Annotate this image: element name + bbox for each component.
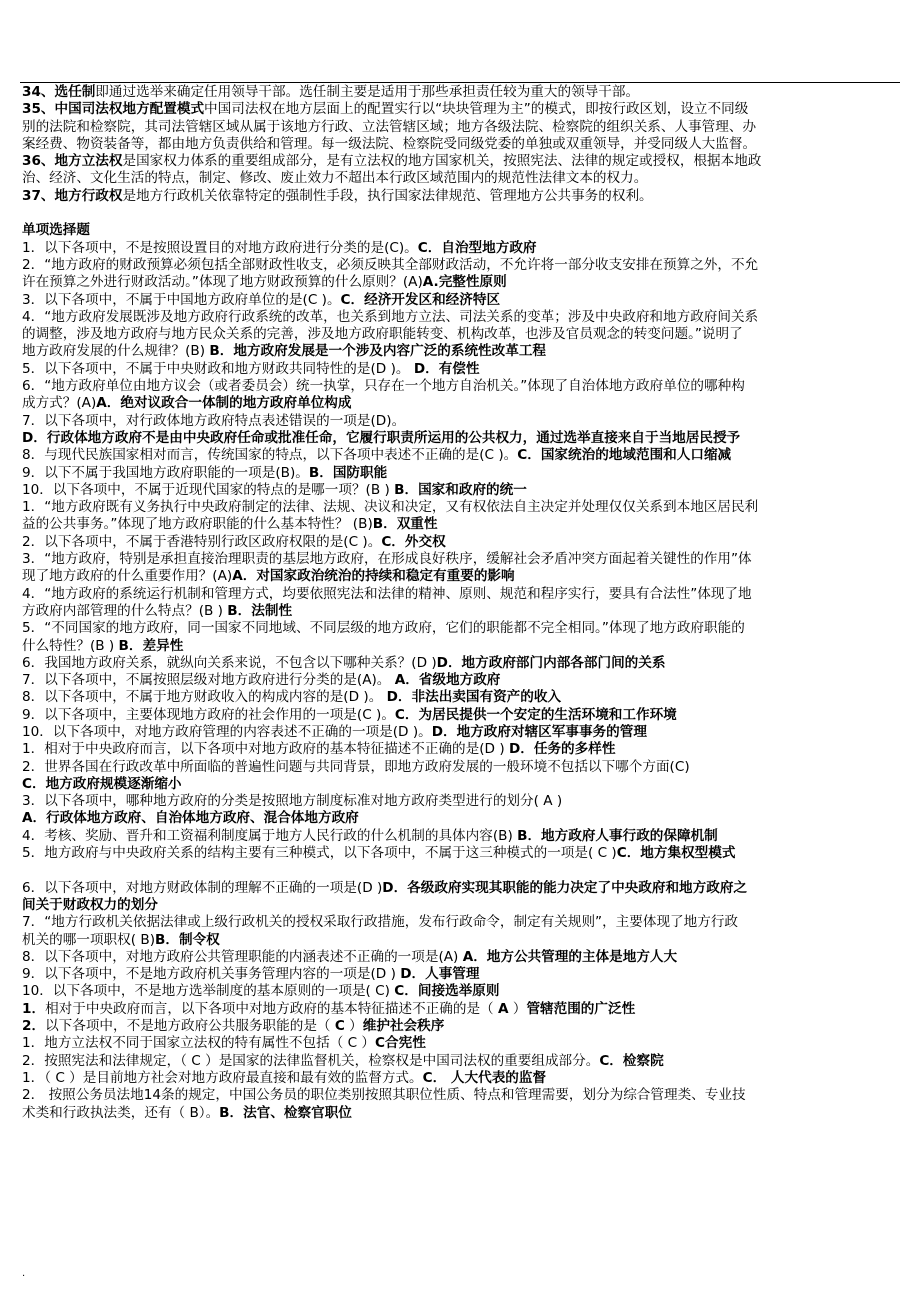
question-text: 8．以下各项中，不属于地方财政收入的构成内容的是(D )。 xyxy=(22,689,387,706)
question-line xyxy=(22,534,902,551)
answer-text: C．自治型地方政府 xyxy=(417,239,537,256)
question-text: 6．我国地方政府关系，就纵向关系来说，不包含以下哪种关系？(D ) xyxy=(22,654,437,671)
question-line xyxy=(22,430,902,447)
question-line xyxy=(22,309,902,326)
question-text: 6．以下各项中，对地方财政体制的理解不正确的一项是(D ) xyxy=(22,879,383,896)
definition-term: 37、地方行政权 xyxy=(22,187,123,204)
definition-item xyxy=(22,84,902,101)
answer-text: B．地方政府人事行政的保障机制 xyxy=(517,827,718,844)
question-line xyxy=(22,638,902,655)
question-text: 成方式？(A) xyxy=(22,395,97,412)
question-line xyxy=(22,828,902,845)
section-title: 单项选择题 xyxy=(22,222,90,239)
question-text: 7．“地方行政机关依据法律或上级行政机关的授权采取行政措施，发布行政命令，制定有关规则”，主要体现了地方行政 xyxy=(22,914,739,931)
question-line xyxy=(22,292,902,309)
question-text: 益的公共事务。”体现了地方政府职能的什么基本特性？ (B) xyxy=(22,516,373,533)
question-line xyxy=(22,759,902,776)
question-text: 10．以下各项中，不属于近现代国家的特点的是哪一项？(B ) xyxy=(22,481,395,498)
question-text: 10．以下各项中，对地方政府管理的内容表述不正确的一项是(D )。 xyxy=(22,723,432,740)
question-text: 7．以下各项中，对行政体地方政府特点表述错误的一项是(D)。 xyxy=(22,412,406,429)
answer-text: B．法制性 xyxy=(227,602,293,619)
question-line xyxy=(22,1001,902,1018)
answer-text: C xyxy=(334,1018,345,1035)
question-line xyxy=(22,378,902,395)
question-text: 4．“地方政府的系统运行机制和管理方式，均要依照宪法和法律的精神、原则、规范和程序实行，要具有合法性”体现了地 xyxy=(22,585,752,602)
question-text: 相对于中央政府而言，以下各项中对地方政府的基本特征描述不正确的是（ xyxy=(45,1000,498,1017)
question-text: 6．“地方政府单位由地方议会（或者委员会）统一执掌，只存在一个地方自治机关。”体现了自治体地方政府单位的哪种构 xyxy=(22,378,745,395)
answer-text: A．地方公共管理的主体是地方人大 xyxy=(462,948,678,965)
question-line xyxy=(22,551,902,568)
answer-text: C．地方集权型模式 xyxy=(616,845,736,862)
question-line xyxy=(22,724,902,741)
question-text: 5．“不同国家的地方政府，同一国家不同地域、不同层级的地方政府，它们的职能都不完全相同。”体现了地方政府职能的 xyxy=(22,620,745,637)
answer-text: A．绝对议政合一体制的地方政府单位构成 xyxy=(96,395,352,412)
answer-text: 2． xyxy=(22,1018,46,1035)
question-line xyxy=(22,516,902,533)
question-line xyxy=(22,447,902,464)
question-line xyxy=(22,499,902,516)
question-text: 2．“地方政府的财政预算必须包括全部财政性收支，必须反映其全部财政活动，不允许将一部分收支安排在预算之外，不允 xyxy=(22,256,759,273)
question-text: 5．地方政府与中央政府关系的结构主要有三种模式，以下各项中，不属于这三种模式的一项是( C ) xyxy=(22,845,617,862)
answer-text: 管辖范围的广泛性 xyxy=(526,1000,636,1017)
definition-item xyxy=(22,188,902,205)
question-line xyxy=(22,413,902,430)
question-text: 术类和行政执法类，还有（ B）。 xyxy=(22,1104,220,1121)
answer-text: C．为居民提供一个安定的生活环境和工作环境 xyxy=(394,706,677,723)
question-line xyxy=(22,897,902,914)
question-text: 1．“地方政府既有义务执行中央政府制定的法律、法规、决议和决定，又有权依法自主决定并处理仅仅关系到本地区居民利 xyxy=(22,499,759,516)
question-line xyxy=(22,1035,902,1052)
question-line xyxy=(22,655,902,672)
answer-text: C． 人大代表的监督 xyxy=(422,1069,547,1086)
definitions-block xyxy=(22,84,902,205)
question-line xyxy=(22,482,902,499)
question-text: 4．“地方政府发展既涉及地方政府行政系统的改革，也关系到地方立法、司法关系的变革；涉及中央政府和地方政府间关系 xyxy=(22,308,759,325)
answer-text: C合宪性 xyxy=(375,1035,426,1052)
spacer xyxy=(22,862,902,879)
question-line xyxy=(22,932,902,949)
question-text: 5．以下各项中，不属于中央财政和地方财政共同特性的是(D )。 xyxy=(22,360,414,377)
question-text: 2．世界各国在行政改革中所面临的普遍性问题与共同背景，即地方政府发展的一般环境不包括以下哪个方面(C) xyxy=(22,758,690,775)
definition-item xyxy=(22,153,902,170)
definition-text: 中国司法权在地方层面上的配置实行以“块块管理为主”的模式，即按行政区划，设立不同级 xyxy=(204,101,749,118)
question-line xyxy=(22,620,902,637)
answer-text: D．人事管理 xyxy=(400,966,480,983)
answer-text: A．行政体地方政府、自治体地方政府、混合体地方政府 xyxy=(22,810,359,827)
definition-text: 即通过选举来确定任用领导干部。选任制主要是适用于那些承担责任较为重大的领导干部。 xyxy=(95,84,640,100)
question-line xyxy=(22,240,902,257)
question-text: 1．以下各项中，不是按照设置目的对地方政府进行分类的是(C)。 xyxy=(22,239,418,256)
question-line xyxy=(22,914,902,931)
question-line xyxy=(22,810,902,827)
question-line xyxy=(22,603,902,620)
answer-text: B．地方政府发展是一个涉及内容广泛的系统性改革工程 xyxy=(209,343,547,360)
question-text: 3．以下各项中，哪种地方政府的分类是按照地方制度标准对地方政府类型进行的划分( A ) xyxy=(22,793,563,810)
definition-text-continued: 治、经济、文化生活的特点，制定、修改、废止效力不超出本行政区域范围内的规范性法律文本的权力。 xyxy=(22,170,648,187)
question-text: 3．以下各项中，不属于中国地方政府单位的是(C )。 xyxy=(22,291,341,308)
document-page xyxy=(22,84,902,1122)
question-line xyxy=(22,793,902,810)
question-line xyxy=(22,1053,902,1070)
answer-text: B．国家和政府的统一 xyxy=(394,481,527,498)
question-text: 以下各项中，不是地方政府公共服务职能的是（ xyxy=(45,1018,335,1035)
question-line xyxy=(22,361,902,378)
header-rule xyxy=(20,82,900,83)
question-line xyxy=(22,395,902,412)
question-text: 1．相对于中央政府而言，以下各项中对地方政府的基本特征描述不正确的是(D ) xyxy=(22,741,509,758)
answer-text: A xyxy=(497,1000,509,1017)
question-line xyxy=(22,966,902,983)
question-text: 10．以下各项中，不是地方选举制度的基本原则的一项是( C) xyxy=(22,983,395,1000)
answer-text: D．地方政府部门内部各部门间的关系 xyxy=(436,654,666,671)
answer-text: D．有偿性 xyxy=(413,360,480,377)
answer-text: 间关于财政权力的划分 xyxy=(22,896,158,913)
footer-mark: . xyxy=(22,1268,26,1279)
question-text: 现了地方政府的什么重要作用？(A) xyxy=(22,568,233,585)
answer-text: B．法官、检察官职位 xyxy=(219,1104,352,1121)
question-text: 2． 按照公务员法地14条的规定，中国公务员的职位类别按照其职位性质、特点和管理需要，划分为综合管理类、专业技 xyxy=(22,1087,746,1104)
answer-text: C．间接选举原则 xyxy=(394,983,500,1000)
definition-text: 是地方行政机关依靠特定的强制性手段，执行国家法律规范、管理地方公共事务的权利。 xyxy=(122,187,653,204)
question-text: 许在预算之外进行财政活动。”体现了地方财政预算的什么原则？(A) xyxy=(22,274,423,291)
question-line xyxy=(22,343,902,360)
question-text: 3．“地方政府，特别是承担直接治理职责的基层地方政府，在形成良好秩序，缓解社会矛盾冲突方面起着关键性的作用”体 xyxy=(22,551,752,568)
definition-text-continued: 别的法院和检察院，其司法管辖区域从属于该地方行政、立法管辖区域；地方各级法院、检察院的组织关系、人事管理、办 xyxy=(22,118,757,135)
question-text: 2．按照宪法和法律规定，（ C ）是国家的法律监督机关，检察权是中国司法权的重要组成部分。 xyxy=(22,1052,600,1069)
question-line xyxy=(22,983,902,1000)
question-line xyxy=(22,949,902,966)
answer-text: A．对国家政治统治的持续和稳定有重要的影响 xyxy=(232,568,515,585)
answer-text: C．检察院 xyxy=(599,1052,664,1069)
question-line xyxy=(22,689,902,706)
answer-text: C．外交权 xyxy=(381,533,446,550)
question-text: 4．考核、奖励、晋升和工资福利制度属于地方人民行政的什么机制的具体内容(B) xyxy=(22,827,518,844)
question-text: 1．（ C ）是目前地方社会对地方政府最直接和最有效的监督方式。 xyxy=(22,1069,423,1086)
question-line xyxy=(22,707,902,724)
answer-text: C．国家统治的地域范围和人口缩减 xyxy=(517,447,732,464)
question-line xyxy=(22,586,902,603)
question-line xyxy=(22,1105,902,1122)
question-text: 1．地方立法权不同于国家立法权的特有属性不包括（ C ） xyxy=(22,1035,376,1052)
question-text: 什么特性？(B ) xyxy=(22,637,119,654)
questions-block xyxy=(22,240,902,1122)
answer-text: C．经济开发区和经济特区 xyxy=(340,291,501,308)
question-line xyxy=(22,845,902,862)
question-line xyxy=(22,568,902,585)
question-line xyxy=(22,880,902,897)
answer-text: B．双重性 xyxy=(372,516,438,533)
question-line xyxy=(22,741,902,758)
answer-text: D．任务的多样性 xyxy=(508,741,616,758)
question-line xyxy=(22,1087,902,1104)
answer-text: D．行政体地方政府不是由中央政府任命或批准任命，它履行职责所运用的公共权力，通过选举直接来自于当地居民授予 xyxy=(22,429,741,446)
question-line xyxy=(22,274,902,291)
answer-text: B．差异性 xyxy=(118,637,184,654)
question-text: 8．以下各项中，对地方政府公共管理职能的内涵表述不正确的一项是(A) xyxy=(22,948,463,965)
answer-text: C．地方政府规模逐渐缩小 xyxy=(22,775,182,792)
question-text: 9．以下不属于我国地方政府职能的一项是(B)。 xyxy=(22,464,309,481)
definition-term: 35、中国司法权地方配置模式 xyxy=(22,101,205,118)
question-line xyxy=(22,326,902,343)
question-line xyxy=(22,465,902,482)
question-text: ） xyxy=(344,1018,363,1035)
answer-text: D．地方政府对辖区军事事务的管理 xyxy=(431,723,647,740)
answer-text: B．制令权 xyxy=(155,931,220,948)
question-text: 2．以下各项中，不属于香港特别行政区政府权限的是(C )。 xyxy=(22,533,382,550)
answer-text: 维护社会秩序 xyxy=(362,1018,445,1035)
question-line xyxy=(22,776,902,793)
answer-text: B．国防职能 xyxy=(308,464,388,481)
question-line xyxy=(22,1018,902,1035)
question-text: 方政府内部管理的什么特点？(B ) xyxy=(22,602,228,619)
answer-text: 1． xyxy=(22,1000,46,1017)
question-text: ） xyxy=(508,1000,527,1017)
question-line xyxy=(22,672,902,689)
spacer xyxy=(22,205,902,222)
question-text: 机关的哪一项职权( B) xyxy=(22,931,156,948)
question-text: 地方政府发展的什么规律？(B) xyxy=(22,343,210,360)
question-text: 的调整，涉及地方政府与地方民众关系的完善，涉及地方政府职能转变、机构改革，也涉及官员观念的转变问题。”说明了 xyxy=(22,326,743,343)
question-line xyxy=(22,257,902,274)
question-text: 8．与现代民族国家相对而言，传统国家的特点，以下各项中表述不正确的是(C )。 xyxy=(22,447,518,464)
answer-text: A．省级地方政府 xyxy=(394,672,501,689)
definition-text: 是国家权力体系的重要组成部分，是有立法权的地方国家机关，按照宪法、法律的规定或授权，根据本地政 xyxy=(122,153,762,170)
definition-term: 36、地方立法权 xyxy=(22,153,123,170)
question-line xyxy=(22,1070,902,1087)
question-text: 9．以下各项中，不是地方政府机关事务管理内容的一项是(D ) xyxy=(22,966,401,983)
question-text: 9．以下各项中，主要体现地方政府的社会作用的一项是(C )。 xyxy=(22,706,395,723)
answer-text: D．非法出卖国有资产的收入 xyxy=(386,689,562,706)
definition-item xyxy=(22,101,902,118)
question-text: 7．以下各项中，不属按照层级对地方政府进行分类的是(A)。 xyxy=(22,672,395,689)
answer-text: A.完整性原则 xyxy=(422,274,507,291)
definition-term: 34、选任制 xyxy=(22,84,96,100)
definition-text-continued: 案经费、物资装备等，都由地方负责供给和管理。每一级法院、检察院受同级党委的单独或双重领导，并受同级人大监督。 xyxy=(22,135,757,152)
answer-text: D．各级政府实现其职能的能力决定了中央政府和地方政府之 xyxy=(382,879,748,896)
